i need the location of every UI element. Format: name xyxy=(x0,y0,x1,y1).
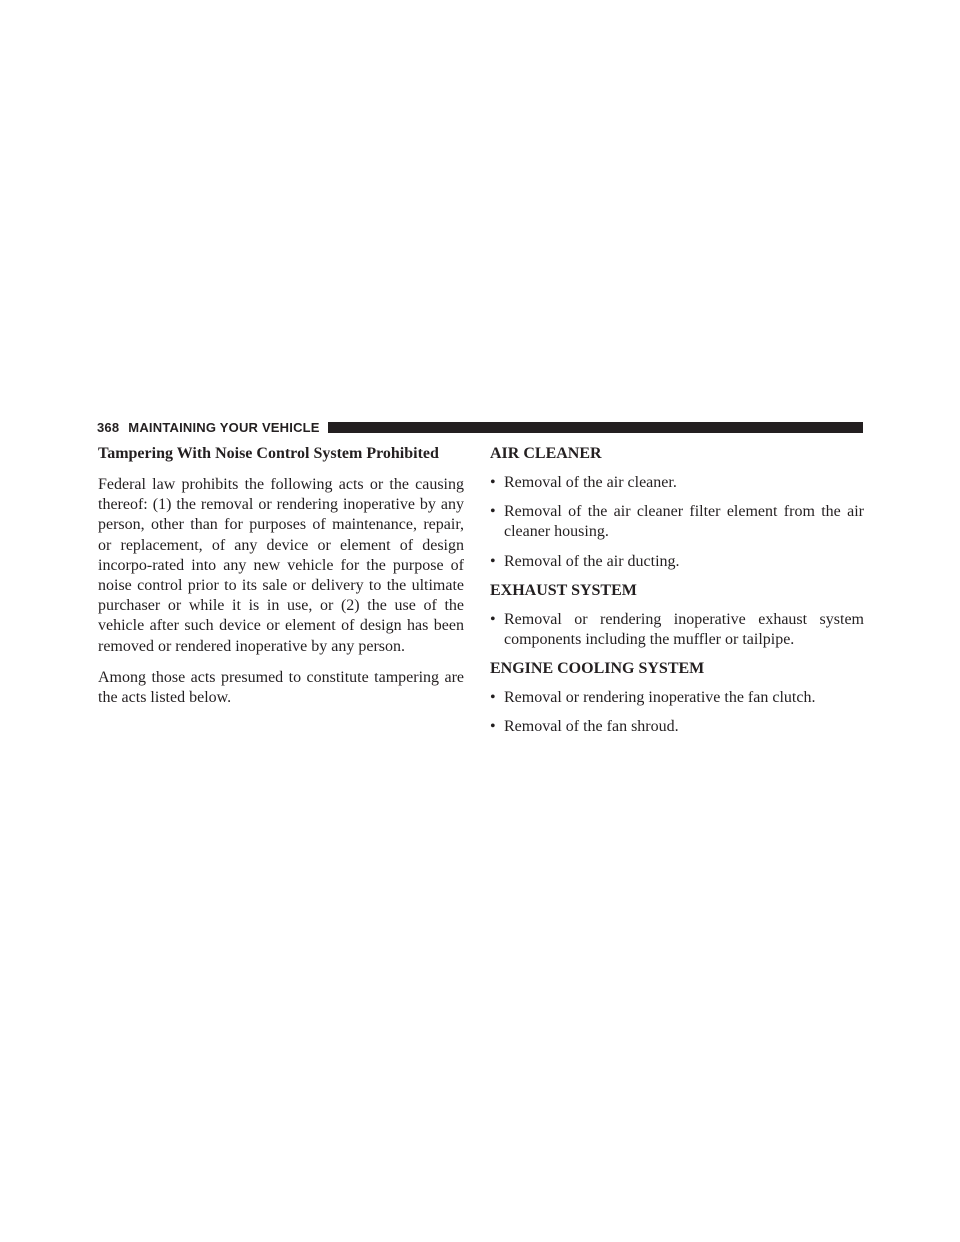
list-item xyxy=(490,688,864,708)
federal-law-paragraph: Federal law prohibits the following acts or the causing thereof: (1) the removal or rendering inoperative by any person, other than for purposes of maintenance, repair, or replacement, of any device or element of design incorpo-rated into any new vehicle for the purpose of noise control prior to its sale or delivery to the ultimate purchaser or while it is in use, or (2) the use of the vehicle after such device or element of design has been removed or rendered inoperative by any person. xyxy=(98,476,464,655)
list-item xyxy=(490,552,864,572)
bullet-icon: • xyxy=(490,474,496,491)
right-column xyxy=(490,444,864,747)
presumed-acts-paragraph: Among those acts presumed to constitute tampering are the acts listed below. xyxy=(98,668,464,707)
engine-cooling-heading: ENGINE COOLING SYSTEM xyxy=(490,660,705,678)
list-item-text: Removal of the air cleaner. xyxy=(504,474,677,491)
exhaust-system-heading: EXHAUST SYSTEM xyxy=(490,581,637,599)
header-rule xyxy=(328,422,863,433)
list-item-text: Removal or rendering inoperative the fan clutch. xyxy=(504,689,816,707)
bullet-icon: • xyxy=(490,718,496,736)
bullet-icon: • xyxy=(490,503,496,521)
tampering-heading: Tampering With Noise Control System Prohibited xyxy=(98,445,439,462)
list-item-text: Removal or rendering inoperative exhaust system components including the muffler or tailpipe. xyxy=(504,610,864,649)
left-column xyxy=(98,444,464,719)
bullet-icon: • xyxy=(490,610,496,628)
bullet-icon: • xyxy=(490,552,496,570)
page-number: 368 xyxy=(97,419,120,435)
exhaust-system-list xyxy=(490,610,864,650)
list-item-text: Removal of the air cleaner filter element from the air cleaner housing. xyxy=(504,503,864,541)
list-item xyxy=(490,502,864,542)
bullet-icon: • xyxy=(490,689,496,707)
list-item xyxy=(490,610,864,650)
section-title: MAINTAINING YOUR VEHICLE xyxy=(128,419,320,435)
engine-cooling-list xyxy=(490,688,864,737)
air-cleaner-list xyxy=(490,473,864,572)
list-item xyxy=(490,717,864,737)
list-item xyxy=(490,473,864,493)
list-item-text: Removal of the fan shroud. xyxy=(504,718,679,736)
page-header xyxy=(97,417,863,437)
list-item-text: Removal of the air ducting. xyxy=(504,552,680,570)
air-cleaner-heading: AIR CLEANER xyxy=(490,445,602,462)
